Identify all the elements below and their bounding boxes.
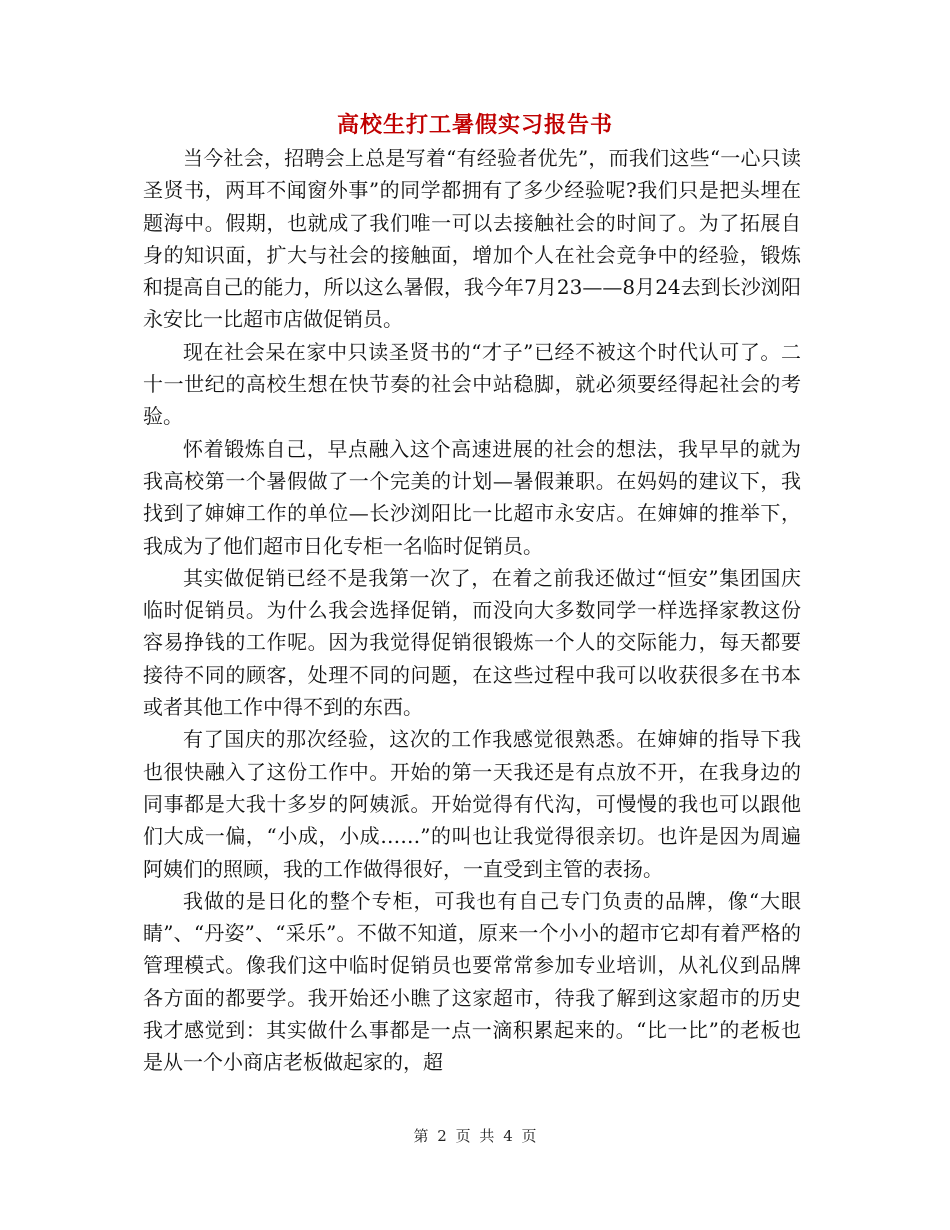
footer-page-number: 2 (437, 1127, 447, 1145)
document-title: 高校生打工暑假实习报告书 (336, 112, 613, 138)
paragraph-4: 其实做促销已经不是我第一次了，在着之前我还做过“恒安”集团国庆临时促销员。为什么我会选择促销，而没向大多数同学一样选择家教这份容易挣钱的工作呢。因为我觉得促销很锻炼一个人的交际能力，每天都要接待不同的顾客，处理不同的问题，在这些过程中我可以收获很多在书本或者其他工作中得不到的东西。 (143, 565, 801, 720)
footer-total-pages: 4 (503, 1127, 513, 1145)
footer-prefix: 第 (413, 1127, 429, 1145)
footer-total-word: 页 (521, 1127, 537, 1145)
paragraph-2: 现在社会呆在家中只读圣贤书的“才子”已经不被这个时代认可了。二十一世纪的高校生想在快节奏的社会中站稳脚，就必须要经得起社会的考验。 (143, 339, 801, 429)
paragraph-6: 我做的是日化的整个专柜，可我也有自己专门负责的品牌，像“大眼睛”、“丹姿”、“采乐”。不做不知道，原来一个小小的超市它却有着严格的管理模式。像我们这中临时促销员也要常常参加专业培训，从礼仪到品牌各方面的都要学。我开始还小瞧了这家超市，待我了解到这家超市的历史我才感觉到：其实做什么事都是一点一滴积累起来的。“比一比”的老板也是从一个小商店老板做起家的，超 (143, 888, 801, 1075)
page-footer (0, 1124, 950, 1148)
document-body (143, 142, 801, 1079)
footer-page-word: 页 (455, 1127, 471, 1145)
paragraph-5: 有了国庆的那次经验，这次的工作我感觉很熟悉。在婶婶的指导下我也很快融入了这份工作中。开始的第一天我还是有点放不开，在我身边的同事都是大我十多岁的阿姨派。开始觉得有代沟，可慢慢的我也可以跟他们大成一偏，“小成，小成……”的叫也让我觉得很亲切。也许是因为周遍阿姨们的照顾，我的工作做得很好，一直受到主管的表扬。 (143, 727, 801, 881)
footer-total-prefix: 共 (479, 1127, 495, 1145)
paragraph-3: 怀着锻炼自己，早点融入这个高速进展的社会的想法，我早早的就为我高校第一个暑假做了一个完美的计划—暑假兼职。在妈妈的建议下，我找到了婶婶工作的单位—长沙浏阳比一比超市永安店。在婶婶的推举下，我成为了他们超市日化专柜一名临时促销员。 (143, 436, 801, 558)
paragraph-1: 当今社会，招聘会上总是写着“有经验者优先”，而我们这些“一心只读圣贤书，两耳不闻窗外事”的同学都拥有了多少经验呢?我们只是把头埋在题海中。假期，也就成了我们唯一可以去接触社会的时间了。为了拓展自身的知识面，扩大与社会的接触面，增加个人在社会竞争中的经验，锻炼和提高自己的能力，所以这么暑假，我今年7月23——8月24去到长沙浏阳永安比一比超市店做促销员。 (143, 146, 801, 332)
